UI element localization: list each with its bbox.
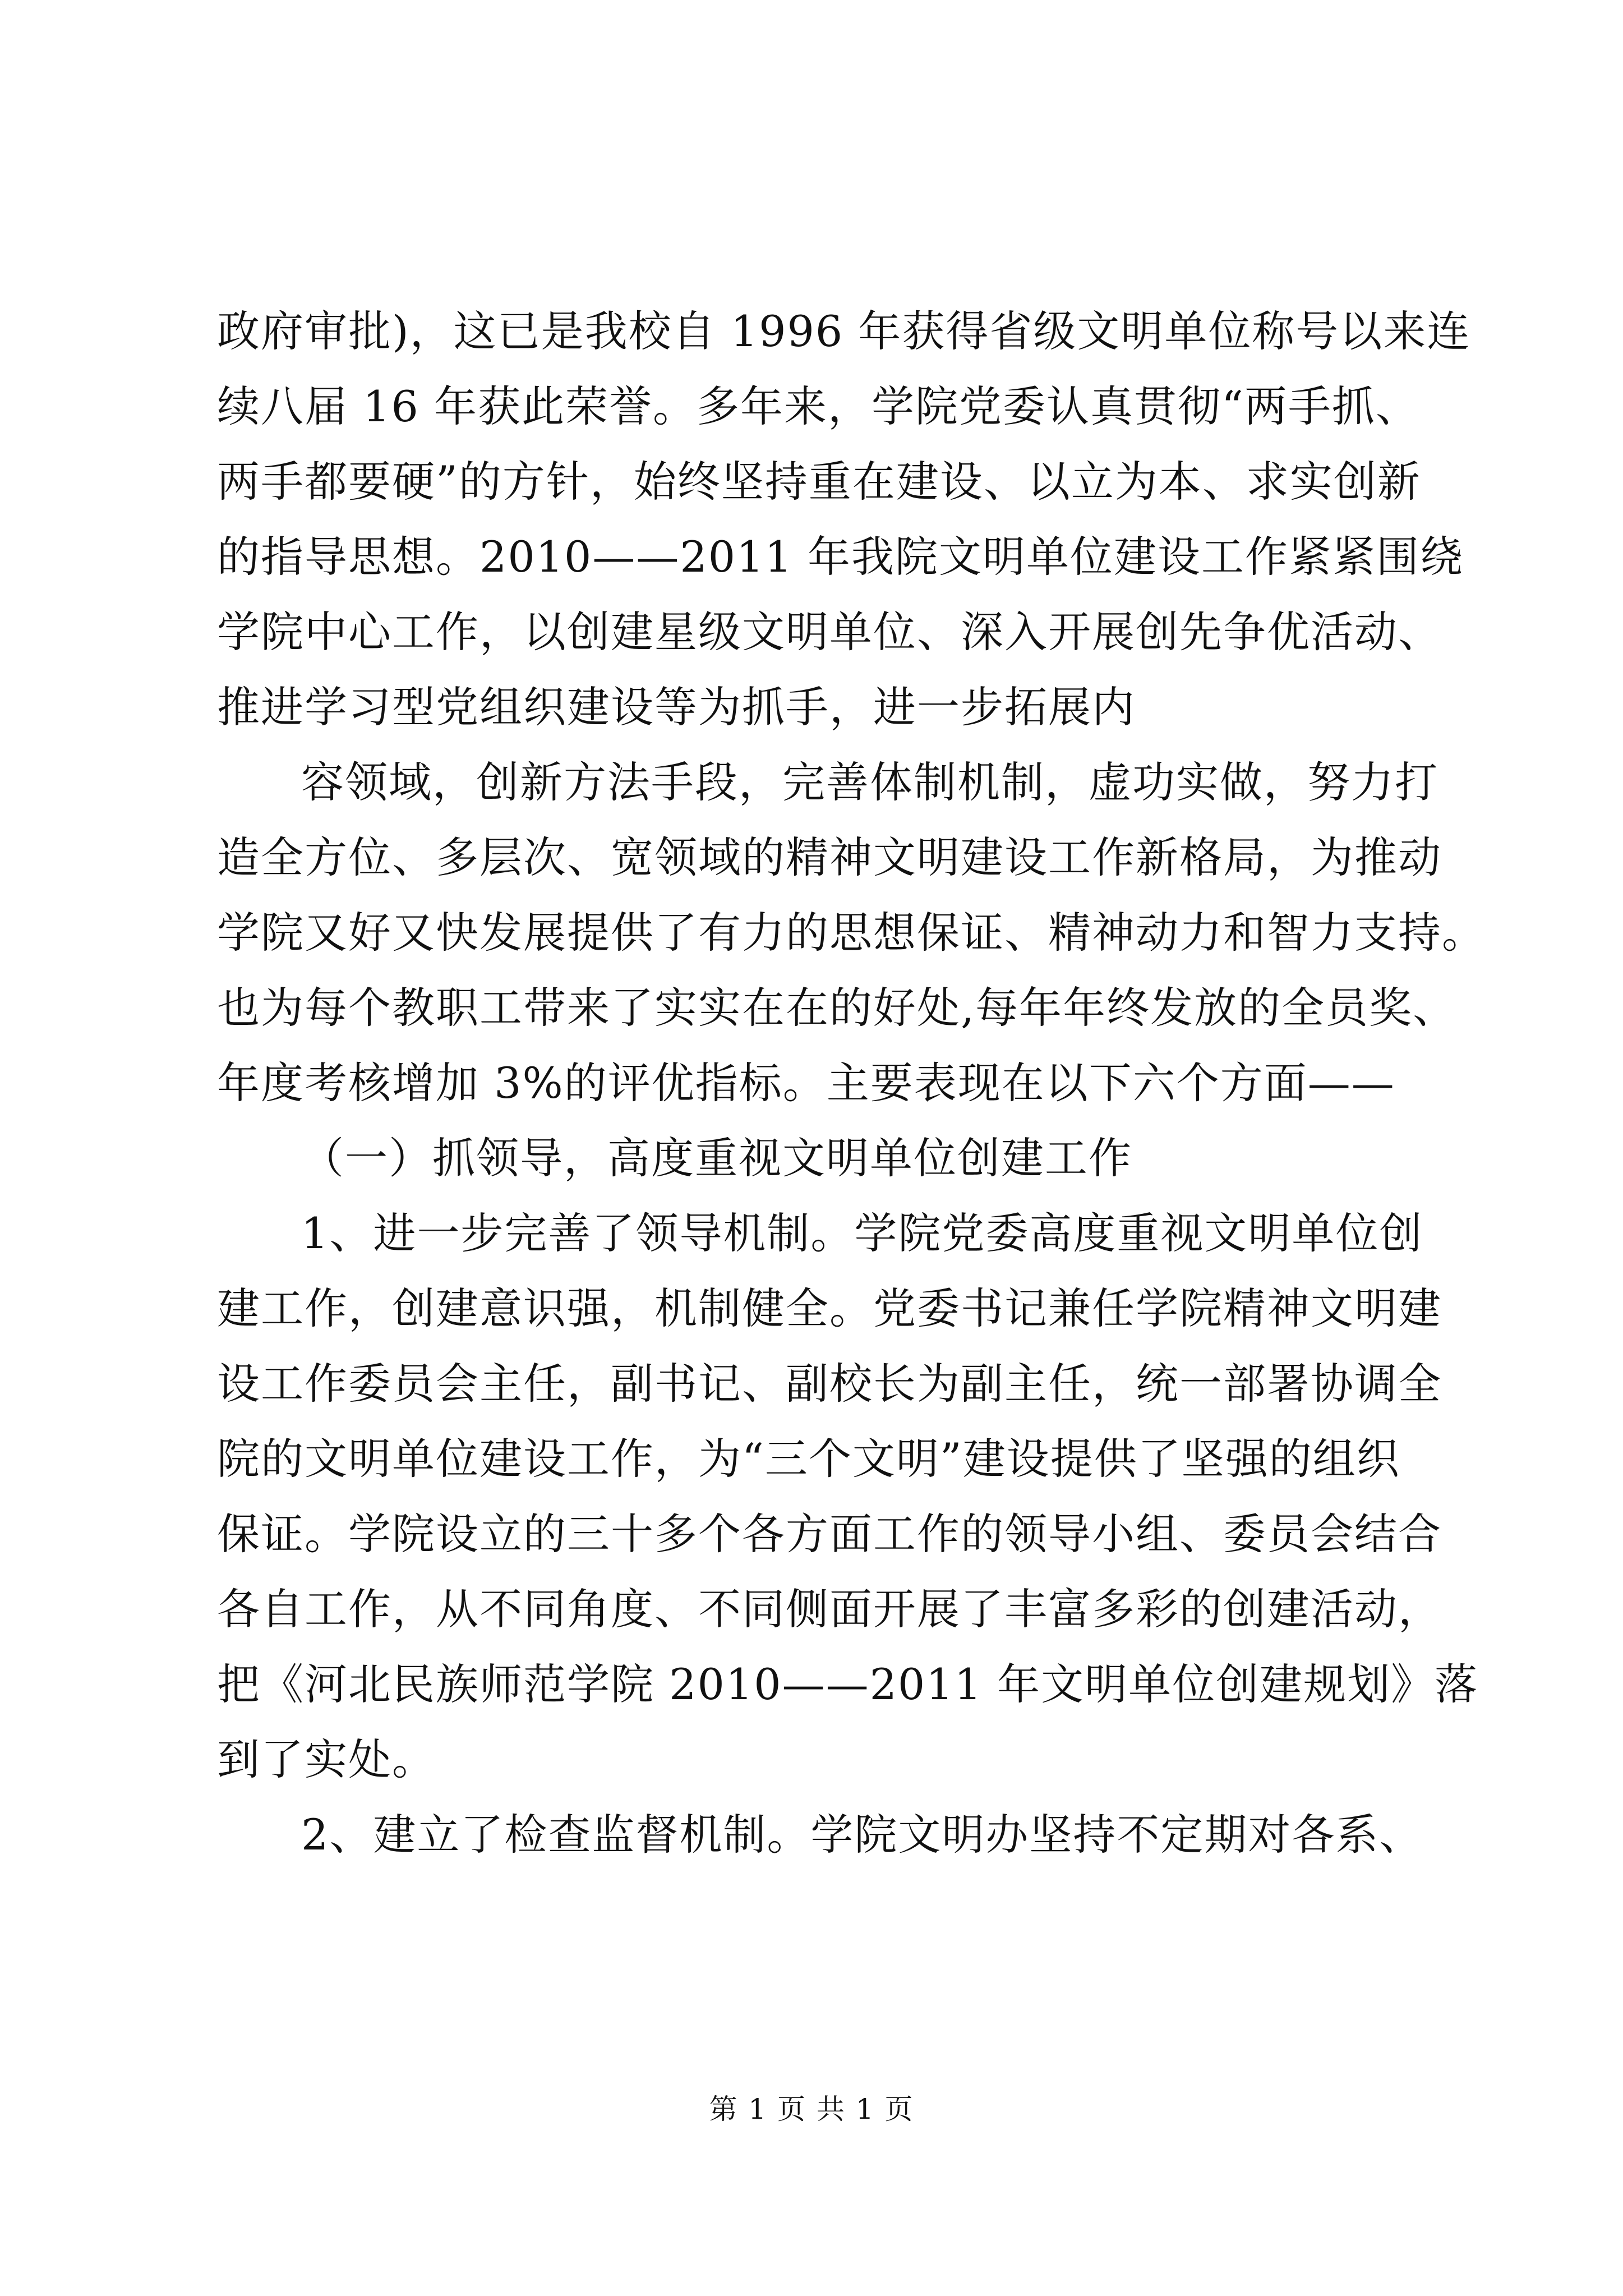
text-line: 容领域，创新方法手段，完善体制机制，虚功实做，努力打 [301, 757, 1438, 807]
text-line: 学院又好又快发展提供了有力的思想保证、精神动力和智力支持。 [217, 908, 1486, 958]
text-line: 的指导思想。2010——2011 年我院文明单位建设工作紧紧围绕 [217, 532, 1464, 582]
text-line: 2、建立了检查监督机制。学院文明办坚持不定期对各系、 [301, 1810, 1423, 1860]
text-line: 也为每个教职工带来了实实在在的好处,每年年终发放的全员奖、 [217, 983, 1457, 1033]
text-line: 两手都要硬”的方针，始终坚持重在建设、以立为本、求实创新 [217, 457, 1421, 507]
text-line: 院的文明单位建设工作，为“三个文明”建设提供了坚强的组织 [217, 1434, 1400, 1484]
text-line: 保证。学院设立的三十多个各方面工作的领导小组、委员会结合 [217, 1509, 1442, 1559]
text-line: 政府审批)，这已是我校自 1996 年获得省级文明单位称号以来连 [217, 306, 1471, 356]
text-line: 到了实处。 [217, 1734, 436, 1784]
text-line: 1、进一步完善了领导机制。学院党委高度重视文明单位创 [301, 1208, 1423, 1258]
section-heading: （一）抓领导，高度重视文明单位创建工作 [301, 1133, 1132, 1183]
text-line: 年度考核增加 3%的评优指标。主要表现在以下六个方面—— [217, 1058, 1395, 1108]
page-footer: 第 1 页 共 1 页 [709, 2093, 914, 2125]
text-line: 建工作，创建意识强，机制健全。党委书记兼任学院精神文明建 [217, 1283, 1442, 1333]
text-line: 把《河北民族师范学院 2010——2011 年文明单位创建规划》落 [217, 1659, 1479, 1709]
text-line: 设工作委员会主任，副书记、副校长为副主任，统一部署协调全 [217, 1359, 1442, 1409]
text-line: 学院中心工作，以创建星级文明单位、深入开展创先争优活动、 [217, 607, 1442, 657]
text-line: 各自工作，从不同角度、不同侧面开展了丰富多彩的创建活动， [217, 1584, 1442, 1634]
text-line: 续八届 16 年获此荣誉。多年来，学院党委认真贯彻“两手抓、 [217, 381, 1419, 431]
text-line: 造全方位、多层次、宽领域的精神文明建设工作新格局，为推动 [217, 832, 1442, 882]
text-line: 推进学习型党组织建设等为抓手，进一步拓展内 [217, 682, 1136, 732]
